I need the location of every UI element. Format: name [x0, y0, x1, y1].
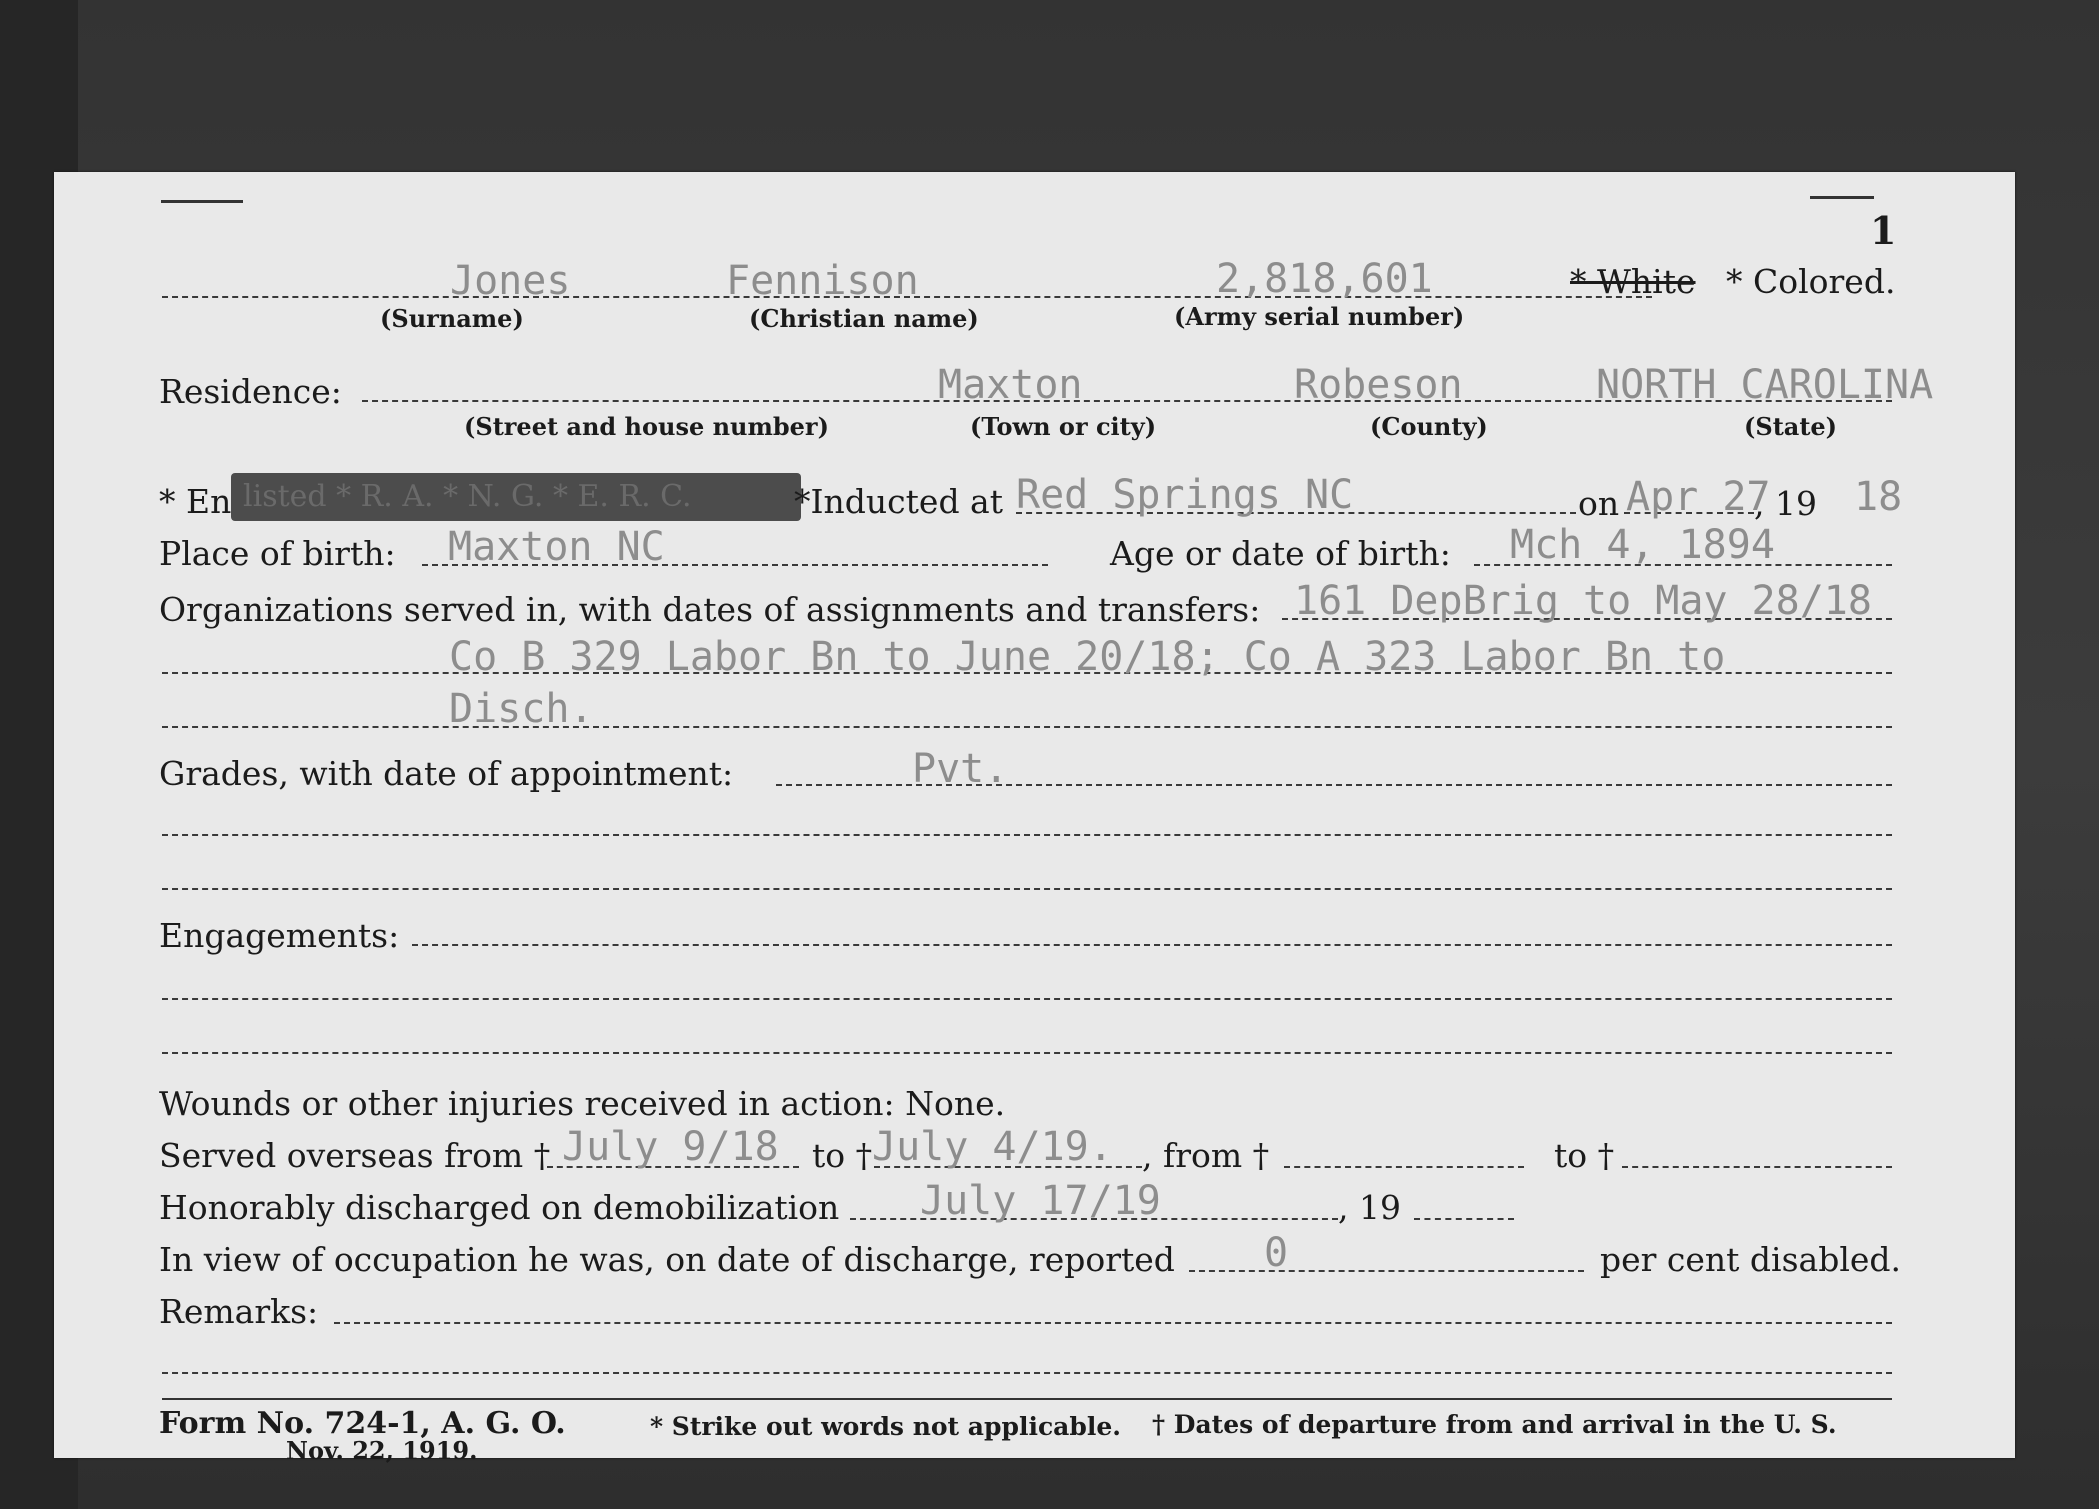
- top-right-rule: [1810, 196, 1874, 199]
- overseas-to-label: to †: [812, 1136, 873, 1175]
- overseas-to2-label: to †: [1554, 1136, 1615, 1175]
- engagements-line-2: [162, 998, 1892, 1000]
- form-number: Form No. 724-1, A. G. O.: [159, 1406, 566, 1441]
- remarks-line-1: [334, 1322, 1892, 1324]
- inducted-label: *Inducted at: [794, 482, 1003, 521]
- organizations-line-3: [162, 726, 1892, 728]
- organizations-label: Organizations served in, with dates of assignments and transfers:: [159, 590, 1261, 629]
- overseas-from2-line: [1284, 1166, 1524, 1168]
- christian-name-value: Fennison: [726, 258, 919, 304]
- overseas-label: Served overseas from †: [159, 1136, 551, 1175]
- christian-name-label: (Christian name): [749, 304, 979, 333]
- colored-option: * Colored.: [1726, 262, 1896, 301]
- engagements-line-1: [412, 944, 1892, 946]
- footer-rule: [162, 1398, 1892, 1400]
- state-label: (State): [1744, 412, 1838, 441]
- discharge-date-value: July 17/19: [920, 1178, 1161, 1224]
- wounds-label: Wounds or other injuries received in action: None.: [159, 1084, 1006, 1123]
- service-record-card: [54, 172, 2015, 1465]
- overseas-to2-line: [1622, 1166, 1892, 1168]
- residence-state-value: NORTH CAROLINA: [1596, 362, 1934, 408]
- engagements-label: Engagements:: [159, 916, 400, 955]
- surname-label: (Surname): [380, 304, 524, 333]
- strike-out-note: * Strike out words not applicable.: [650, 1412, 1121, 1441]
- organizations-value-2: Co B 329 Labor Bn to June 20/18; Co A 323 Labor Bn to: [449, 634, 1726, 680]
- top-left-rule: [161, 200, 243, 203]
- place-of-birth-label: Place of birth:: [159, 534, 396, 573]
- organizations-value-3: Disch.: [449, 686, 594, 732]
- overseas-from2-label: , from †: [1142, 1136, 1270, 1175]
- induction-date-value: Apr 27: [1626, 474, 1771, 520]
- discharge-year-line: [1414, 1218, 1514, 1220]
- grades-line-3: [162, 888, 1892, 890]
- induction-year-value: 18: [1854, 474, 1903, 520]
- place-of-birth-value: Maxton NC: [448, 524, 665, 570]
- remarks-line-2: [162, 1372, 1892, 1374]
- birth-date-label: Age or date of birth:: [1110, 534, 1451, 573]
- disability-suffix: per cent disabled.: [1600, 1240, 1902, 1279]
- grades-label: Grades, with date of appointment:: [159, 754, 734, 793]
- disability-line: [1189, 1270, 1584, 1272]
- birth-date-value: Mch 4, 1894: [1510, 522, 1775, 568]
- street-label: (Street and house number): [464, 412, 829, 441]
- disability-label: In view of occupation he was, on date of discharge, reported: [159, 1240, 1175, 1279]
- county-label: (County): [1370, 412, 1488, 441]
- engagements-line-3: [162, 1052, 1892, 1054]
- remarks-label: Remarks:: [159, 1292, 319, 1331]
- grades-line-2: [162, 834, 1892, 836]
- discharge-label: Honorably discharged on demobilization: [159, 1188, 840, 1227]
- overseas-from-value: July 9/18: [562, 1124, 779, 1170]
- discharge-year-label: , 19: [1338, 1188, 1401, 1227]
- inducted-place-value: Red Springs NC: [1016, 472, 1354, 518]
- overseas-to-value: July 4/19.: [872, 1124, 1113, 1170]
- card-number: 1: [1870, 208, 1897, 253]
- grades-value: Pvt.: [912, 746, 1009, 792]
- redacted-text: listed * R. A. * N. G. * E. R. C.: [243, 479, 692, 514]
- serial-number-value: 2,818,601: [1216, 256, 1433, 302]
- town-label: (Town or city): [970, 412, 1157, 441]
- residence-county-value: Robeson: [1294, 362, 1463, 408]
- organizations-value-1: 161 DepBrig to May 28/18: [1294, 578, 1872, 624]
- white-option: * White: [1570, 262, 1696, 301]
- residence-label: Residence:: [159, 372, 342, 411]
- dates-note: † Dates of departure from and arrival in the U. S.: [1152, 1410, 1837, 1439]
- residence-town-value: Maxton: [938, 362, 1083, 408]
- redaction-bar: [231, 473, 801, 521]
- serial-number-label: (Army serial number): [1174, 302, 1465, 331]
- on-label: on: [1578, 484, 1620, 523]
- surname-value: Jones: [450, 258, 571, 304]
- induction-year-prefix: , 19: [1754, 484, 1817, 523]
- disability-value: 0: [1264, 1230, 1289, 1276]
- enlisted-prefix: * En: [159, 482, 232, 521]
- form-date: Nov. 22, 1919.: [286, 1436, 478, 1465]
